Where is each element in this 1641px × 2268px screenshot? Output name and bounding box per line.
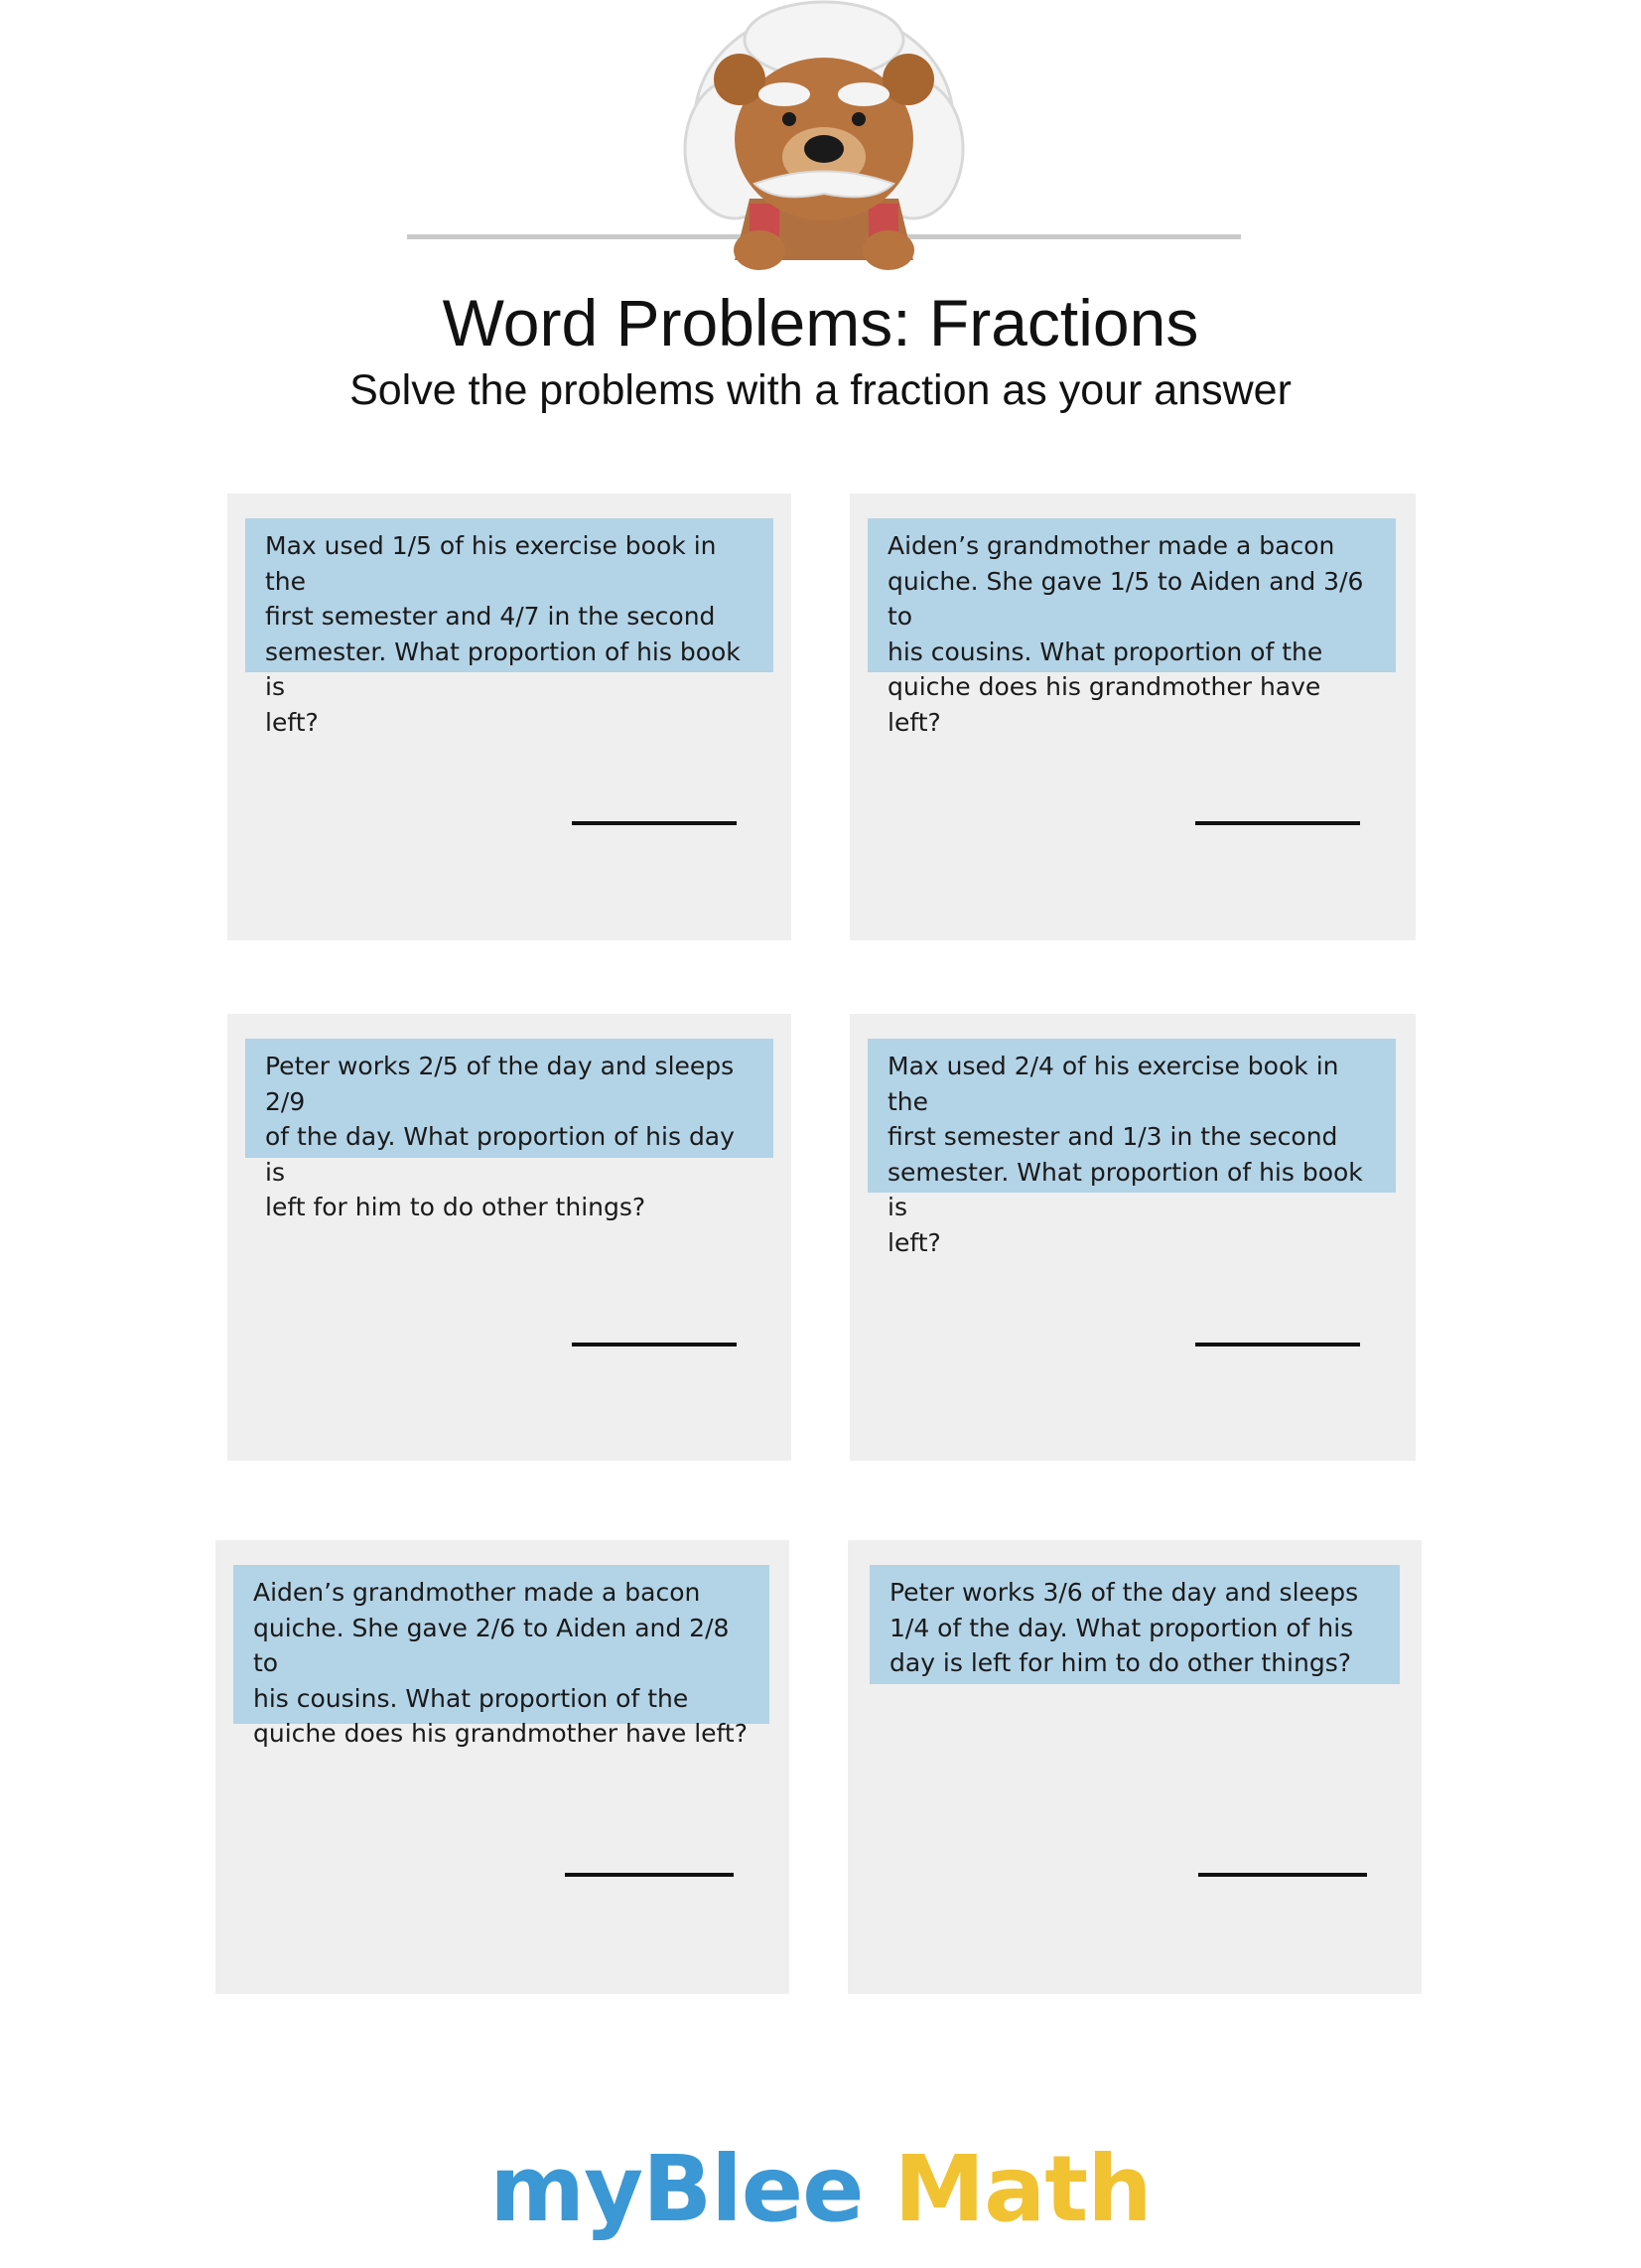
problem-card-3 — [227, 1014, 791, 1461]
page-subtitle: Solve the problems with a fraction as your answer — [349, 366, 1292, 414]
problem-card-5 — [215, 1540, 789, 1994]
problem-question: Max used 1/5 of his exercise book in the first semester and 4/7 in the second semester. What proportion of his book is left? — [245, 518, 773, 672]
answer-line[interactable] — [1195, 821, 1360, 825]
problem-question: Peter works 2/5 of the day and sleeps 2/9 of the day. What proportion of his day is left for him to do other things? — [245, 1039, 773, 1158]
page-title: Word Problems: Fractions — [442, 286, 1199, 359]
answer-line[interactable] — [1195, 1343, 1360, 1347]
problem-question: Aiden’s grandmother made a bacon quiche. She gave 1/5 to Aiden and 3/6 to his cousins. What proportion of the quiche does his grandmother have left? — [868, 518, 1396, 672]
answer-line[interactable] — [572, 1343, 737, 1347]
problem-question: Aiden’s grandmother made a bacon quiche. She gave 2/6 to Aiden and 2/8 to his cousins. What proportion of the quiche does his grandmother have left? — [233, 1565, 769, 1724]
bear-mascot-icon — [407, 0, 1241, 273]
problem-question: Peter works 3/6 of the day and sleeps 1/4 of the day. What proportion of his day is left for him to do other things? — [870, 1565, 1400, 1684]
problem-card-1 — [227, 494, 791, 940]
answer-line[interactable] — [565, 1873, 734, 1877]
problem-question: Max used 2/4 of his exercise book in the first semester and 1/3 in the second semester. What proportion of his book is left? — [868, 1039, 1396, 1193]
brand-logo-part1: myBlee — [489, 2136, 864, 2242]
answer-line[interactable] — [1198, 1873, 1367, 1877]
answer-line[interactable] — [572, 821, 737, 825]
problem-card-6 — [848, 1540, 1422, 1994]
problem-card-2 — [850, 494, 1416, 940]
brand-logo — [0, 2135, 1641, 2244]
brand-logo-part2: Math — [893, 2136, 1152, 2242]
problem-card-4 — [850, 1014, 1416, 1461]
